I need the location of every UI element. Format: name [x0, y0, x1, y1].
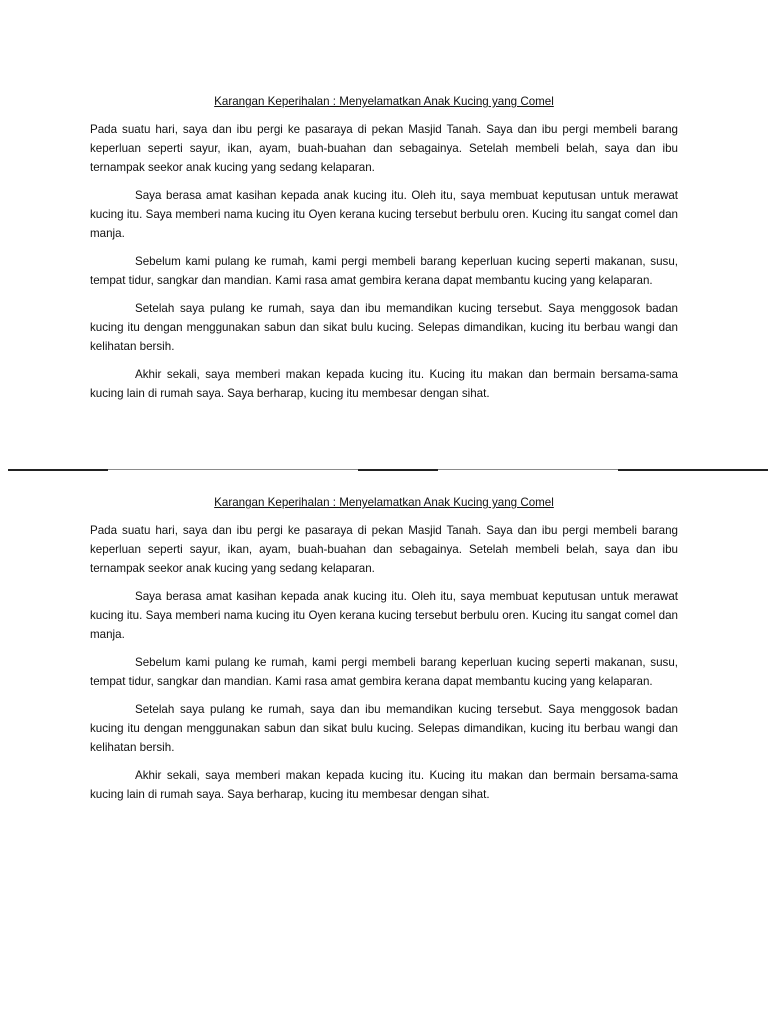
divider-segment-left	[8, 469, 108, 471]
paragraph-1: Pada suatu hari, saya dan ibu pergi ke pasaraya di pekan Masjid Tanah. Saya dan ibu pergi membeli barang keperluan seperti sayur, ikan, ayam, buah-buahan dan sebagainya. Setelah membeli belah, saya dan ibu ternampak seekor anak kucing yang sedang kelaparan.	[90, 123, 678, 174]
essay-title: Karangan Keperihalan : Menyelamatkan Anak Kucing yang Comel	[214, 95, 554, 108]
essay-copy-bottom	[90, 495, 678, 813]
divider-segment-middle	[358, 469, 438, 471]
essay-title: Karangan Keperihalan : Menyelamatkan Anak Kucing yang Comel	[214, 496, 554, 509]
paragraph-2: Saya berasa amat kasihan kepada anak kucing itu. Oleh itu, saya membuat keputusan untuk merawat kucing itu. Saya memberi nama kucing itu Oyen kerana kucing tersebut berbulu oren. Kucing itu sangat comel dan manja.	[90, 590, 678, 641]
paragraph-4: Setelah saya pulang ke rumah, saya dan ibu memandikan kucing tersebut. Saya menggosok badan kucing itu dengan menggunakan sabun dan sikat bulu kucing. Selepas dimandikan, kucing itu berbau wangi dan kelihatan bersih.	[90, 703, 678, 754]
paragraph-5: Akhir sekali, saya memberi makan kepada kucing itu. Kucing itu makan dan bermain bersama-sama kucing lain di rumah saya. Saya berharap, kucing itu membesar dengan sihat.	[90, 368, 678, 400]
paragraph-4: Setelah saya pulang ke rumah, saya dan ibu memandikan kucing tersebut. Saya menggosok badan kucing itu dengan menggunakan sabun dan sikat bulu kucing. Selepas dimandikan, kucing itu berbau wangi dan kelihatan bersih.	[90, 302, 678, 353]
divider-segment-right	[618, 469, 768, 471]
essay-copy-top	[90, 94, 678, 412]
paragraph-2: Saya berasa amat kasihan kepada anak kucing itu. Oleh itu, saya membuat keputusan untuk merawat kucing itu. Saya memberi nama kucing itu Oyen kerana kucing tersebut berbulu oren. Kucing itu sangat comel dan manja.	[90, 189, 678, 240]
paragraph-5: Akhir sekali, saya memberi makan kepada kucing itu. Kucing itu makan dan bermain bersama-sama kucing lain di rumah saya. Saya berharap, kucing itu membesar dengan sihat.	[90, 769, 678, 801]
paragraph-1: Pada suatu hari, saya dan ibu pergi ke pasaraya di pekan Masjid Tanah. Saya dan ibu pergi membeli barang keperluan seperti sayur, ikan, ayam, buah-buahan dan sebagainya. Setelah membeli belah, saya dan ibu ternampak seekor anak kucing yang sedang kelaparan.	[90, 524, 678, 575]
paragraph-3: Sebelum kami pulang ke rumah, kami pergi membeli barang keperluan kucing seperti makanan, susu, tempat tidur, sangkar dan mandian. Kami rasa amat gembira kerana dapat membantu kucing yang kelaparan.	[90, 656, 678, 688]
paragraph-3: Sebelum kami pulang ke rumah, kami pergi membeli barang keperluan kucing seperti makanan, susu, tempat tidur, sangkar dan mandian. Kami rasa amat gembira kerana dapat membantu kucing yang kelaparan.	[90, 255, 678, 287]
page-divider	[8, 469, 768, 470]
